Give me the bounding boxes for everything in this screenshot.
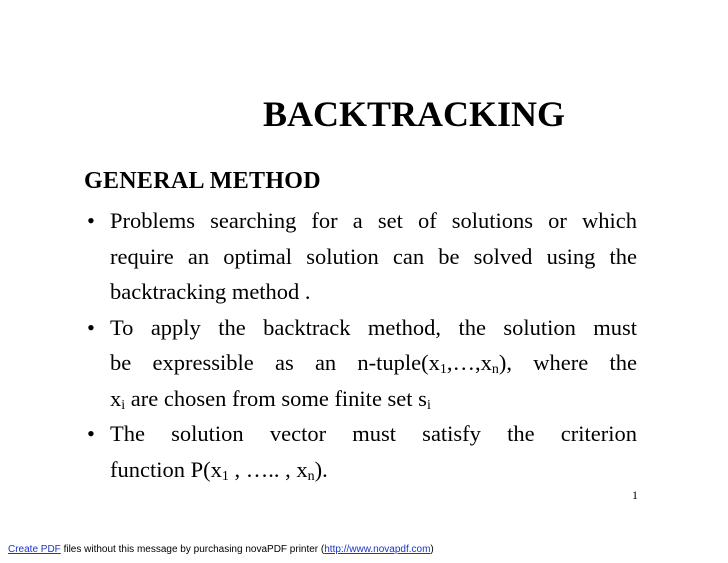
bullet-item-1 (84, 203, 637, 310)
bullet-1-line-1: Problems searching for a set of solutions or which (110, 208, 637, 233)
section-heading: GENERAL METHOD (84, 168, 321, 194)
bullet-icon: • (87, 421, 95, 446)
bullet-3-line-1: The solution vector must satisfy the criterion (110, 421, 637, 446)
novapdf-link[interactable]: http://www.novapdf.com (324, 544, 431, 555)
bullet-icon: • (87, 314, 95, 340)
bullet-list (84, 203, 637, 487)
bullet-item-3 (84, 416, 637, 487)
pdf-footer: Create PDF files without this message by purchasing novaPDF printer (http://www.novapdf.com) (8, 544, 434, 555)
page-number: 1 (632, 488, 638, 502)
bullet-2-line-1: To apply the backtrack method, the solution must (110, 314, 637, 340)
create-pdf-link[interactable]: Create PDF (8, 544, 61, 555)
bullet-3-line-2: function $P(x_1$ , ….. , $x_n$). (110, 456, 328, 484)
bullet-2-line-3: $x_i$ are chosen from some finite set $s_i$ (110, 385, 431, 413)
slide-title: BACKTRACKING (262, 94, 566, 134)
bullet-icon: • (87, 208, 95, 233)
bullet-2-line-2: be expressible as an $n-tuple(x_1,\dots,x_n)$, where the (110, 350, 637, 377)
bullet-item-2 (84, 310, 637, 417)
bullet-1-line-2: require an optimal solution can be solved using the (110, 243, 637, 269)
bullet-1-line-3: backtracking method . (110, 279, 311, 304)
